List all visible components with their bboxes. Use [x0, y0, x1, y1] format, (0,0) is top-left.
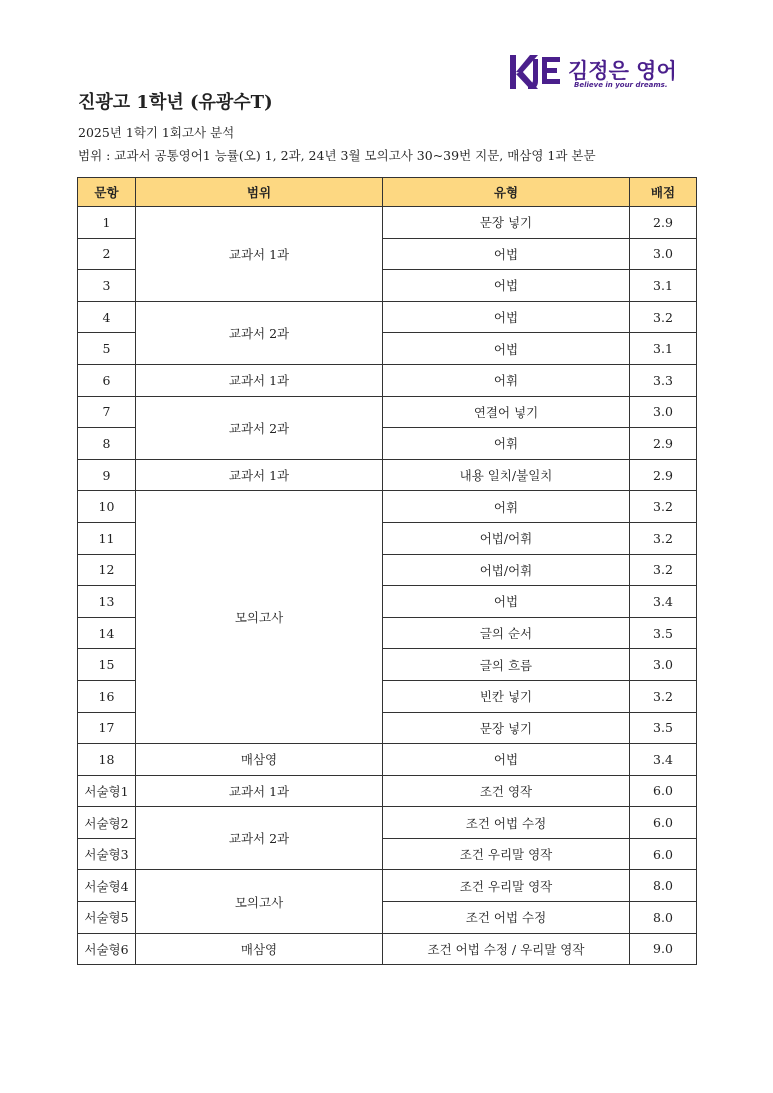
table-row: [78, 933, 697, 965]
question-number: 16: [78, 680, 136, 712]
analysis-table: [77, 177, 697, 965]
question-range: 매삼영: [136, 744, 383, 776]
question-type: 어휘: [383, 428, 630, 460]
question-type: 어법: [383, 238, 630, 270]
question-score: 2.9: [630, 207, 697, 239]
question-type: 어휘: [383, 491, 630, 523]
question-type: 내용 일치/불일치: [383, 459, 630, 491]
question-score: 3.1: [630, 333, 697, 365]
header-range: 범위: [136, 178, 383, 207]
question-score: 3.2: [630, 301, 697, 333]
question-range: 교과서 1과: [136, 459, 383, 491]
question-number: 10: [78, 491, 136, 523]
question-range: 매삼영: [136, 933, 383, 965]
table-row: [78, 744, 697, 776]
question-score: 3.2: [630, 680, 697, 712]
page-title: 진광고 1학년 (유광수T): [78, 92, 273, 113]
table-row: [78, 775, 697, 807]
question-number: 서술형1: [78, 775, 136, 807]
question-type: 어법: [383, 301, 630, 333]
question-number: 2: [78, 238, 136, 270]
question-type: 어휘: [383, 364, 630, 396]
question-range: 교과서 1과: [136, 207, 383, 302]
question-type: 글의 흐름: [383, 649, 630, 681]
question-number: 6: [78, 364, 136, 396]
question-score: 3.2: [630, 491, 697, 523]
header-type: 유형: [383, 178, 630, 207]
question-type: 어법/어휘: [383, 522, 630, 554]
question-type: 조건 어법 수정 / 우리말 영작: [383, 933, 630, 965]
question-number: 서술형4: [78, 870, 136, 902]
question-score: 3.1: [630, 270, 697, 302]
question-number: 서술형5: [78, 902, 136, 934]
kje-monogram-icon: [508, 53, 564, 93]
question-type: 문장 넣기: [383, 712, 630, 744]
question-number: 9: [78, 459, 136, 491]
question-number: 5: [78, 333, 136, 365]
question-number: 18: [78, 744, 136, 776]
table-row: [78, 807, 697, 839]
question-type: 문장 넣기: [383, 207, 630, 239]
question-score: 3.5: [630, 712, 697, 744]
brand-name: 김정은 영어: [568, 59, 677, 83]
question-score: 3.4: [630, 744, 697, 776]
question-number: 1: [78, 207, 136, 239]
question-number: 17: [78, 712, 136, 744]
question-score: 6.0: [630, 807, 697, 839]
table-row: [78, 870, 697, 902]
question-type: 어법: [383, 586, 630, 618]
question-type: 어법: [383, 333, 630, 365]
table-row: [78, 491, 697, 523]
table-row: [78, 459, 697, 491]
question-number: 4: [78, 301, 136, 333]
question-score: 3.4: [630, 586, 697, 618]
header-question: 문항: [78, 178, 136, 207]
question-range: 교과서 1과: [136, 775, 383, 807]
question-number: 13: [78, 586, 136, 618]
question-type: 어법/어휘: [383, 554, 630, 586]
table-row: [78, 396, 697, 428]
question-type: 조건 우리말 영작: [383, 870, 630, 902]
question-score: 2.9: [630, 428, 697, 460]
question-range: 교과서 2과: [136, 301, 383, 364]
question-score: 8.0: [630, 870, 697, 902]
question-score: 6.0: [630, 775, 697, 807]
question-type: 글의 순서: [383, 617, 630, 649]
question-type: 빈칸 넣기: [383, 680, 630, 712]
question-score: 3.3: [630, 364, 697, 396]
question-score: 3.0: [630, 649, 697, 681]
question-number: 14: [78, 617, 136, 649]
question-score: 9.0: [630, 933, 697, 965]
question-score: 2.9: [630, 459, 697, 491]
table-row: [78, 364, 697, 396]
question-score: 6.0: [630, 838, 697, 870]
question-score: 8.0: [630, 902, 697, 934]
question-number: 서술형6: [78, 933, 136, 965]
brand-logo: [508, 53, 708, 93]
header-score: 배점: [630, 178, 697, 207]
question-number: 12: [78, 554, 136, 586]
exam-range: 범위 : 교과서 공통영어1 능률(오) 1, 2과, 24년 3월 모의고사 30~39번 지문, 매삼영 1과 본문: [78, 148, 596, 163]
question-range: 교과서 2과: [136, 807, 383, 870]
question-range: 교과서 2과: [136, 396, 383, 459]
question-number: 서술형3: [78, 838, 136, 870]
question-type: 연결어 넣기: [383, 396, 630, 428]
question-number: 7: [78, 396, 136, 428]
question-type: 조건 우리말 영작: [383, 838, 630, 870]
question-score: 3.0: [630, 238, 697, 270]
question-range: 모의고사: [136, 491, 383, 744]
exam-subtitle: 2025년 1학기 1회고사 분석: [78, 125, 235, 140]
question-type: 어법: [383, 744, 630, 776]
table-row: [78, 207, 697, 239]
question-number: 서술형2: [78, 807, 136, 839]
question-range: 교과서 1과: [136, 364, 383, 396]
table-header-row: [78, 178, 697, 207]
question-score: 3.2: [630, 554, 697, 586]
question-range: 모의고사: [136, 870, 383, 933]
question-number: 11: [78, 522, 136, 554]
question-score: 3.0: [630, 396, 697, 428]
question-score: 3.5: [630, 617, 697, 649]
question-type: 조건 영작: [383, 775, 630, 807]
table-row: [78, 301, 697, 333]
question-number: 8: [78, 428, 136, 460]
question-score: 3.2: [630, 522, 697, 554]
question-number: 3: [78, 270, 136, 302]
brand-slogan: Believe in your dreams.: [574, 81, 668, 89]
question-type: 어법: [383, 270, 630, 302]
question-number: 15: [78, 649, 136, 681]
question-type: 조건 어법 수정: [383, 902, 630, 934]
question-type: 조건 어법 수정: [383, 807, 630, 839]
